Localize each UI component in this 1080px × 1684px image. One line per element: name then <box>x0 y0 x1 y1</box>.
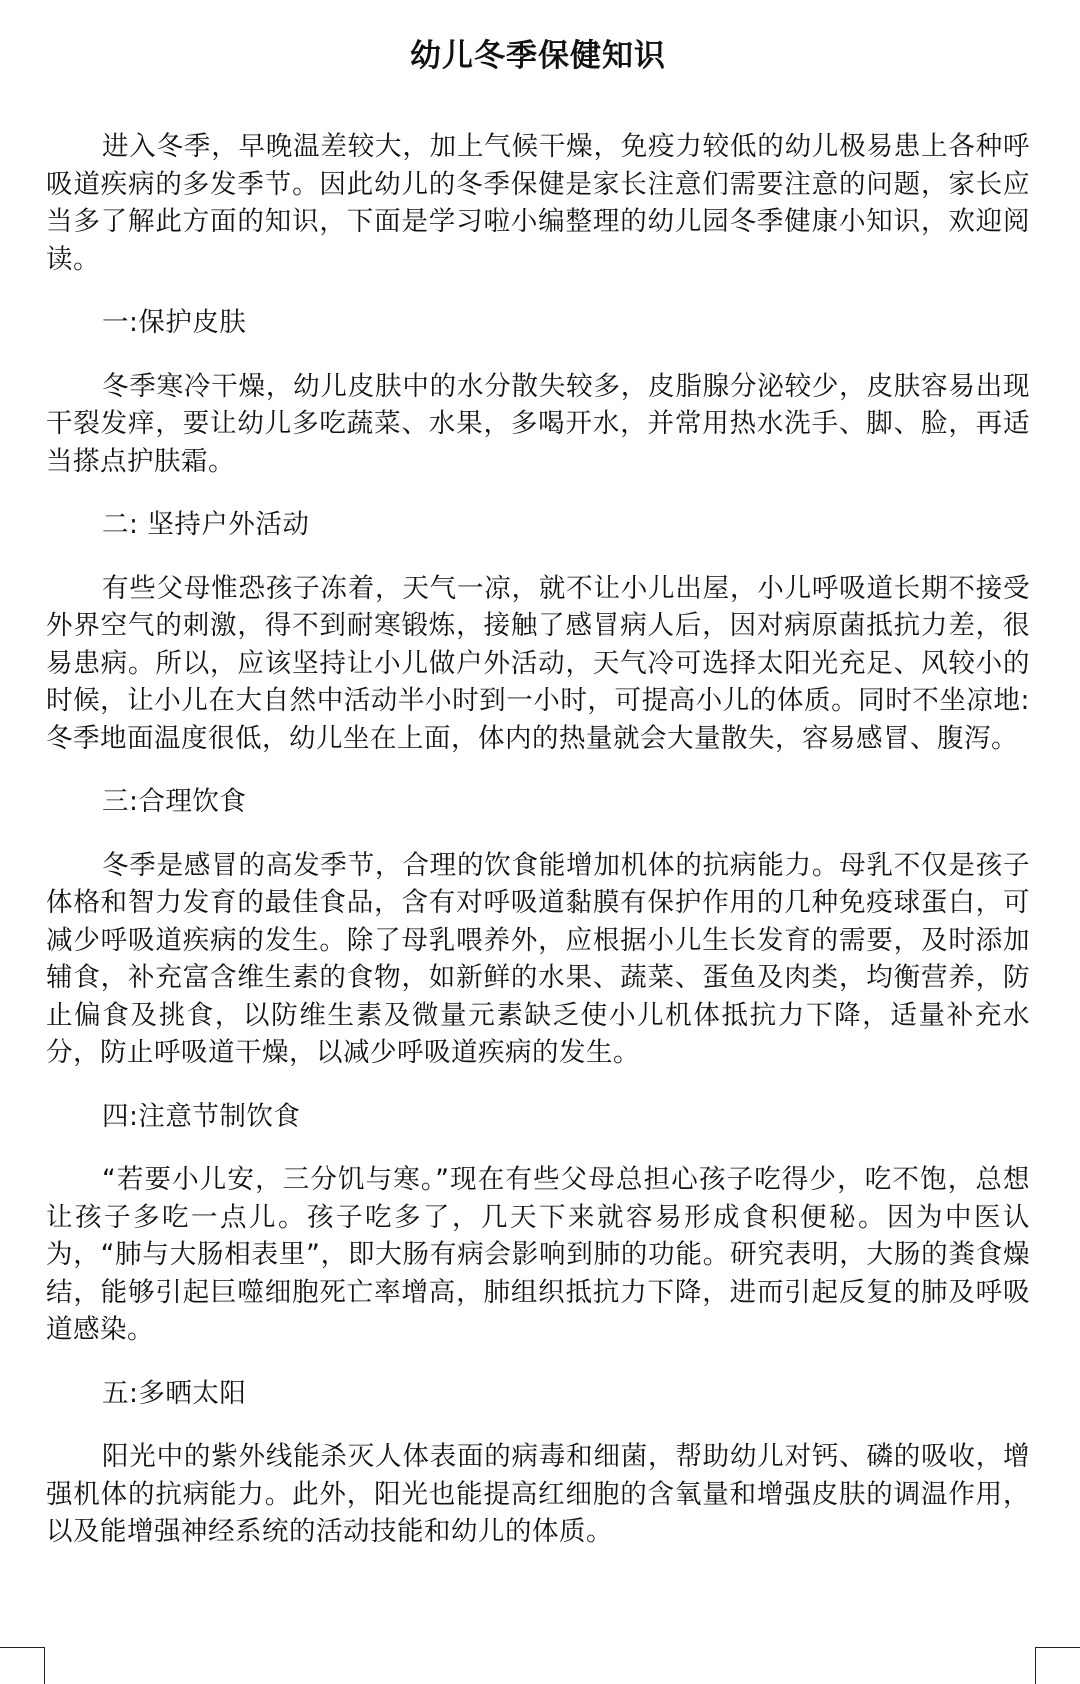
section-paragraph: “若要小儿安，三分饥与寒。”现在有些父母总担心孩子吃得少，吃不饱，总想让孩子多吃一点儿。孩子吃多了，几天下来就容易形成食积便秘。因为中医认为，“肺与大肠相表里”，即大肠有病会影响到肺的功能。研究表明，大肠的粪食燥结，能够引起巨噬细胞死亡率增高，肺组织抵抗力下降，进而引起反复的肺及呼吸道感染。 <box>46 1164 1030 1345</box>
page-corner-mark-left <box>0 1647 45 1684</box>
document-page <box>46 34 1030 1577</box>
page-corner-mark-right <box>1035 1647 1080 1684</box>
section-heading: 五:多晒太阳 <box>102 1377 247 1409</box>
section-heading: 二: 坚持户外活动 <box>102 509 310 540</box>
section-paragraph: 冬季寒冷干燥，幼儿皮肤中的水分散失较多，皮脂腺分泌较少，皮肤容易出现干裂发痒，要让幼儿多吃蔬菜、水果，多喝开水，并常用热水洗手、脚、脸，再适当搽点护肤霜。 <box>46 370 1030 477</box>
section-2 <box>46 506 1030 757</box>
document-title: 幼儿冬季保健知识 <box>410 38 666 74</box>
intro-paragraph: 进入冬季，早晚温差较大，加上气候干燥，免疫力较低的幼儿极易患上各种呼吸道疾病的多发季节。因此幼儿的冬季保健是家长注意们需要注意的问题，家长应当多了解此方面的知识，下面是学习啦小编整理的幼儿园冬季健康小知识，欢迎阅读。 <box>46 131 1030 275</box>
section-1 <box>46 304 1030 480</box>
section-heading: 三:合理饮食 <box>102 786 247 817</box>
section-paragraph: 阳光中的紫外线能杀灭人体表面的病毒和细菌，帮助幼儿对钙、磷的吸收，增强机体的抗病能力。此外，阳光也能提高红细胞的含氧量和增强皮肤的调温作用，以及能增强神经系统的活动技能和幼儿的体质。 <box>46 1441 1030 1547</box>
section-paragraph: 有些父母惟恐孩子冻着，天气一凉，就不让小儿出屋，小儿呼吸道长期不接受外界空气的刺激，得不到耐寒锻炼，接触了感冒病人后，因对病原菌抵抗力差，很易患病。所以，应该坚持让小儿做户外活动，天气冷可选择太阳光充足、风较小的时候，让小儿在大自然中活动半小时到一小时，可提高小儿的体质。同时不坐凉地:冬季地面温度很低，幼儿坐在上面，体内的热量就会大量散失，容易感冒、腹泻。 <box>46 572 1030 754</box>
section-5 <box>46 1375 1030 1551</box>
section-paragraph: 冬季是感冒的高发季节，合理的饮食能增加机体的抗病能力。母乳不仅是孩子体格和智力发育的最佳食品，含有对呼吸道黏膜有保护作用的几种免疫球蛋白，可减少呼吸道疾病的发生。除了母乳喂养外，应根据小儿生长发育的需要，及时添加辅食，补充富含维生素的食物，如新鲜的水果、蔬菜、蛋鱼及肉类，均衡营养，防止偏食及挑食，以防维生素及微量元素缺乏使小儿机体抵抗力下降，适量补充水分，防止呼吸道干燥，以减少呼吸道疾病的发生。 <box>46 849 1030 1068</box>
section-3 <box>46 783 1030 1072</box>
section-4 <box>46 1098 1030 1349</box>
section-heading: 一:保护皮肤 <box>102 307 247 338</box>
section-heading: 四:注意节制饮食 <box>102 1100 301 1132</box>
